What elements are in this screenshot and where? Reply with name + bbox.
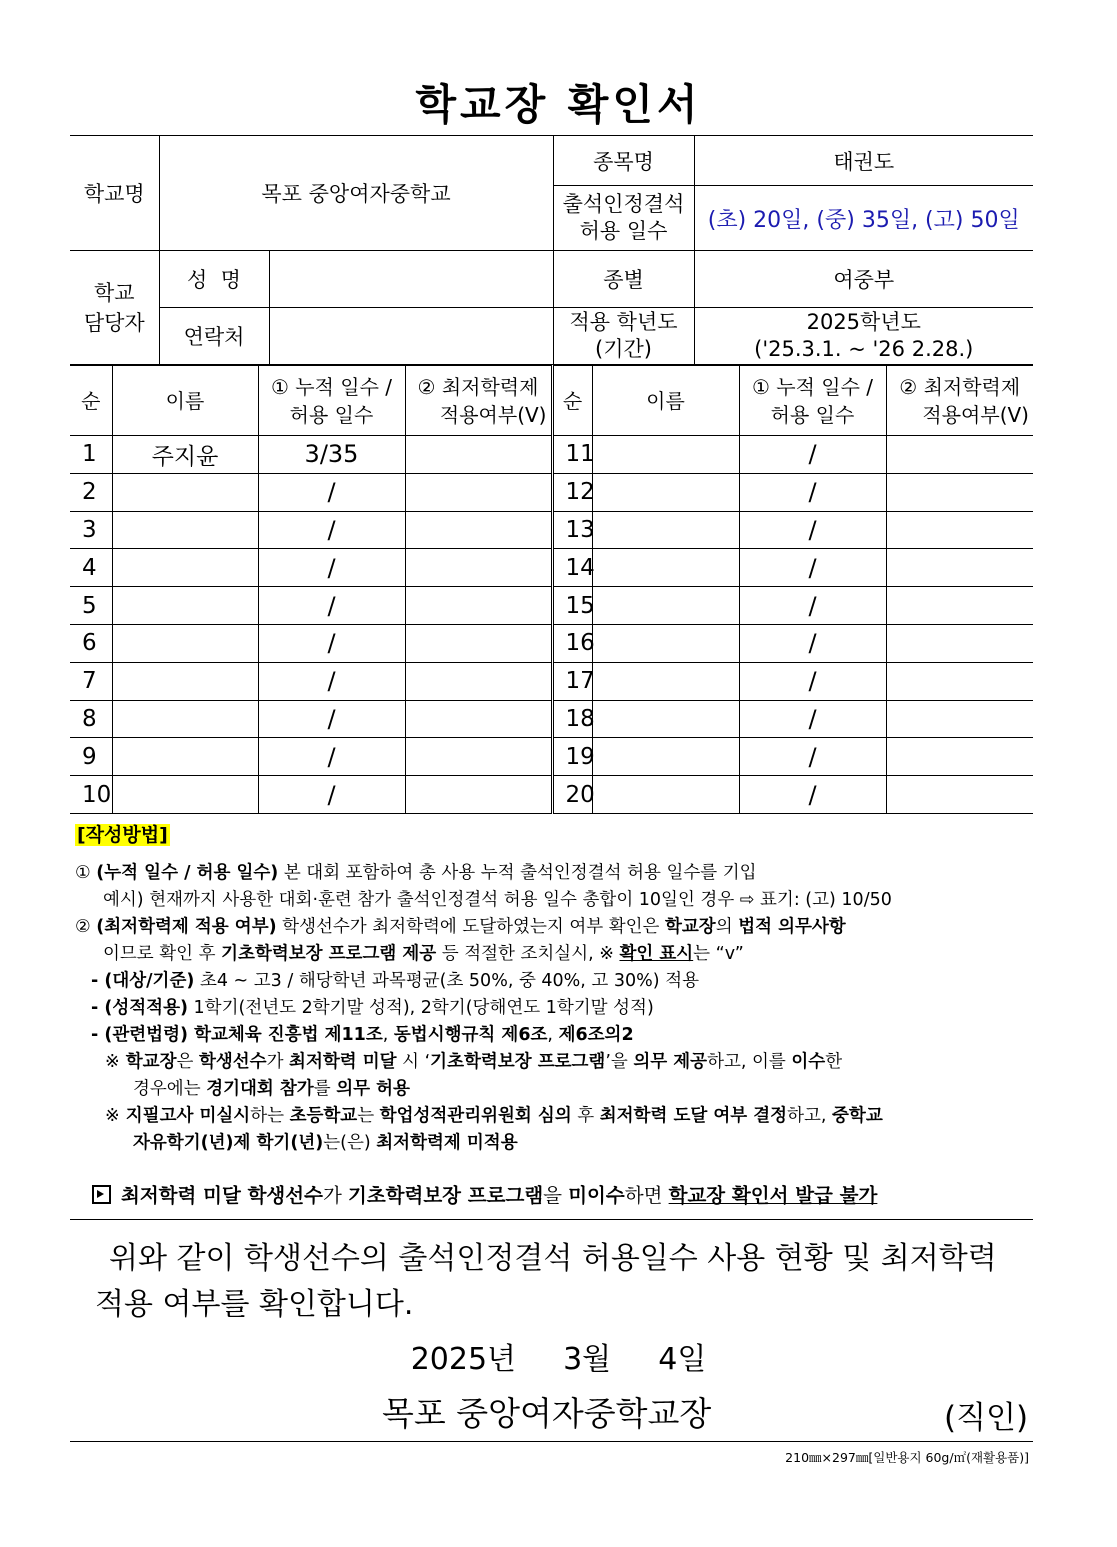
cumulative-days: / <box>739 776 886 814</box>
student-name: 주지윤 <box>112 436 258 474</box>
row-number: 6 <box>70 624 112 662</box>
min-achievement-check <box>405 436 552 474</box>
row-number: 20 <box>552 776 592 814</box>
paper-spec-footer: 210㎜×297㎜[일반용지 60g/㎡(재활용품)] <box>785 1450 1029 1465</box>
table-row <box>70 436 1033 474</box>
cumulative-days: / <box>739 662 886 700</box>
min-achievement-check <box>886 662 1033 700</box>
division-value: 여중부 <box>694 251 1033 308</box>
event-value: 태권도 <box>694 136 1033 186</box>
min-achievement-check <box>405 662 552 700</box>
min-achievement-check <box>886 511 1033 549</box>
cumulative-days: / <box>258 624 405 662</box>
school-label: 학교명 <box>70 136 159 251</box>
header-name: 이름 <box>112 366 258 436</box>
min-achievement-check <box>405 511 552 549</box>
student-name <box>592 587 739 625</box>
min-achievement-check <box>405 738 552 776</box>
row-number: 11 <box>552 436 592 474</box>
row-number: 4 <box>70 549 112 587</box>
cumulative-days: / <box>739 436 886 474</box>
header-no: 순 <box>70 366 112 436</box>
allowance-label: 출석인정결석 허용 일수 <box>553 186 694 251</box>
arrow-box-icon <box>92 1185 111 1204</box>
student-name <box>592 662 739 700</box>
student-name <box>112 700 258 738</box>
min-achievement-check <box>886 738 1033 776</box>
cumulative-days: / <box>258 738 405 776</box>
table-row <box>70 738 1033 776</box>
student-name <box>112 624 258 662</box>
guide-item-2: ② (최저학력제 적용 여부) 학생선수가 최저학력에 도달하였는지 여부 확인은 학교장의 법적 의무사항 <box>75 917 846 937</box>
table-row <box>70 511 1033 549</box>
table-row <box>70 473 1033 511</box>
header-name: 이름 <box>592 366 739 436</box>
divider <box>70 1219 1033 1220</box>
student-name <box>592 776 739 814</box>
cumulative-days: / <box>258 700 405 738</box>
student-name <box>592 549 739 587</box>
division-label: 종별 <box>553 251 694 308</box>
guide-sub-target: - (대상/기준) 초4 ~ 고3 / 해당학년 과목평균(초 50%, 중 40%, 고 30%) 적용 <box>91 971 699 991</box>
table-row <box>70 624 1033 662</box>
student-name <box>592 473 739 511</box>
guide-note-2-line-2: 자유학기(년)제 학기(년)는(은) 최저학력제 미적용 <box>133 1133 518 1153</box>
event-label: 종목명 <box>553 136 694 186</box>
allowance-value: (초) 20일, (중) 35일, (고) 50일 <box>694 186 1033 251</box>
row-number: 5 <box>70 587 112 625</box>
min-achievement-check <box>405 700 552 738</box>
student-name <box>592 511 739 549</box>
header-cumulative-days: ① 누적 일수 / 허용 일수 <box>739 366 886 436</box>
confirmation-statement: 위와 같이 학생선수의 출석인정결석 허용일수 사용 현황 및 최저학력 적용 여부를 확인합니다. <box>95 1241 997 1322</box>
table-row <box>70 662 1033 700</box>
header-cumulative-days: ① 누적 일수 / 허용 일수 <box>258 366 405 436</box>
cumulative-days: / <box>739 738 886 776</box>
cumulative-days: / <box>258 511 405 549</box>
min-achievement-check <box>886 587 1033 625</box>
row-number: 3 <box>70 511 112 549</box>
guide-note-1-line-2: 경우에는 경기대회 참가를 의무 허용 <box>133 1079 410 1099</box>
student-name <box>592 436 739 474</box>
row-number: 8 <box>70 700 112 738</box>
guide-note-2: ※ 지필고사 미실시하는 초등학교는 학업성적관리위원회 심의 후 최저학력 도달 여부 결정하고, 중학교 <box>105 1106 883 1126</box>
guide-heading: [작성방법] <box>77 824 168 846</box>
header-min-achievement: ② 최저학력제 적용여부(V) <box>405 366 552 436</box>
guide-item-1: ① (누적 일수 / 허용 일수) 본 대회 포함하여 총 사용 누적 출석인정결석 허용 일수를 기입 <box>75 863 757 883</box>
cumulative-days: / <box>258 549 405 587</box>
divider <box>70 1441 1033 1442</box>
min-achievement-check <box>886 436 1033 474</box>
cumulative-days: / <box>739 700 886 738</box>
row-number: 19 <box>552 738 592 776</box>
min-achievement-check <box>886 473 1033 511</box>
row-number: 16 <box>552 624 592 662</box>
document-title: 학교장 확인서 <box>415 80 702 129</box>
cumulative-days: / <box>258 587 405 625</box>
cumulative-days: / <box>258 776 405 814</box>
year-value: 2025학년도 ('25.3.1. ~ '26 2.28.) <box>694 308 1033 365</box>
writing-guide <box>75 822 1035 1157</box>
row-number: 15 <box>552 587 592 625</box>
student-name <box>112 738 258 776</box>
cumulative-days: / <box>739 549 886 587</box>
guide-note-1: ※ 학교장은 학생선수가 최저학력 미달 시 ‘기초학력보장 프로그램’을 의무 제공하고, 이를 이수한 <box>105 1052 843 1072</box>
table-row <box>70 700 1033 738</box>
min-achievement-check <box>886 624 1033 662</box>
cumulative-days: / <box>739 587 886 625</box>
table-row <box>70 549 1033 587</box>
row-number: 18 <box>552 700 592 738</box>
row-number: 1 <box>70 436 112 474</box>
student-name <box>112 549 258 587</box>
row-number: 7 <box>70 662 112 700</box>
row-number: 13 <box>552 511 592 549</box>
phone-value <box>269 308 553 365</box>
min-achievement-check <box>405 624 552 662</box>
cumulative-days: / <box>739 624 886 662</box>
student-name <box>592 738 739 776</box>
row-number: 12 <box>552 473 592 511</box>
phone-label: 연락처 <box>159 308 269 365</box>
school-value: 목포 중앙여자중학교 <box>159 136 553 251</box>
min-achievement-check <box>886 700 1033 738</box>
row-number: 9 <box>70 738 112 776</box>
contact-group-label: 학교 담당자 <box>70 251 159 365</box>
guide-sub-grades: - (성적적용) 1학기(전년도 2학기말 성적), 2학기(당해연도 1학기말 성적) <box>91 998 654 1018</box>
student-name <box>112 587 258 625</box>
table-row <box>70 776 1033 814</box>
student-table <box>70 365 1033 814</box>
student-name <box>112 662 258 700</box>
guide-item-1-example: 예시) 현재까지 사용한 대회·훈련 참가 출석인정결석 허용 일수 총합이 10일인 경우 ⇨ 표기: (고) 10/50 <box>103 890 892 910</box>
student-name <box>112 776 258 814</box>
min-achievement-check <box>886 776 1033 814</box>
min-achievement-check <box>405 776 552 814</box>
official-seal: (직인) <box>944 1400 1029 1436</box>
final-note: 최저학력 미달 학생선수가 기초학력보장 프로그램을 미이수하면 학교장 확인서 발급 불가 <box>92 1180 877 1208</box>
min-achievement-check <box>405 549 552 587</box>
min-achievement-check <box>886 549 1033 587</box>
name-label: 성 명 <box>159 251 269 308</box>
row-number: 17 <box>552 662 592 700</box>
min-achievement-check <box>405 587 552 625</box>
student-name <box>592 700 739 738</box>
row-number: 2 <box>70 473 112 511</box>
info-table <box>70 135 1033 365</box>
row-number: 10 <box>70 776 112 814</box>
cumulative-days: / <box>739 473 886 511</box>
year-label: 적용 학년도 (기간) <box>553 308 694 365</box>
cumulative-days: / <box>739 511 886 549</box>
issue-date: 2025년 3월 4일 <box>410 1342 707 1377</box>
student-name <box>112 473 258 511</box>
table-row <box>70 587 1033 625</box>
header-min-achievement: ② 최저학력제 적용여부(V) <box>886 366 1033 436</box>
guide-sub-laws: - (관련법령) 학교체육 진흥법 제11조, 동법시행규칙 제6조, 제6조의2 <box>91 1025 634 1045</box>
student-name <box>112 511 258 549</box>
header-no: 순 <box>552 366 592 436</box>
min-achievement-check <box>405 473 552 511</box>
cumulative-days: / <box>258 473 405 511</box>
student-name <box>592 624 739 662</box>
cumulative-days: 3/35 <box>258 436 405 474</box>
row-number: 14 <box>552 549 592 587</box>
guide-item-2-line-2: 이므로 확인 후 기초학력보장 프로그램 제공 등 적절한 조치실시, ※ 확인 표시는 “v” <box>103 944 744 964</box>
principal-signature: 목포 중앙여자중학교장 <box>382 1394 712 1433</box>
name-value <box>269 251 553 308</box>
cumulative-days: / <box>258 662 405 700</box>
